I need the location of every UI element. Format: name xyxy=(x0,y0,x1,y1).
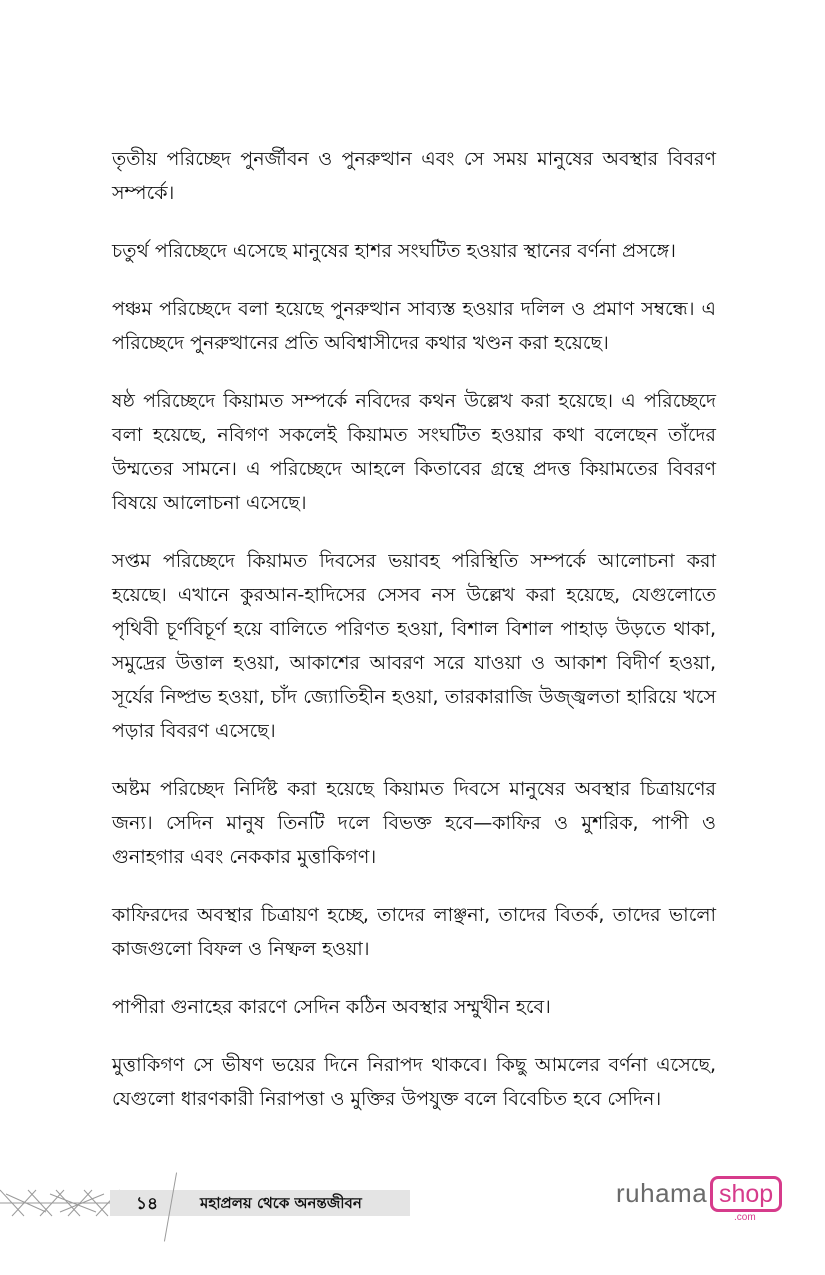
paragraph-chapter-6: ষষ্ঠ পরিচ্ছেদে কিয়ামত সম্পর্কে নবিদের কথন উল্লেখ করা হয়েছে। এ পরিচ্ছেদে বলা হয়েছে, নবিগণ সকলেই কিয়ামত সংঘটিত হওয়ার কথা বলেছেন তাঁদের উম্মতের সামনে। এ পরিচ্ছেদে আহলে কিতাবের গ্রন্থে প্রদত্ত কিয়ামতের বিবরণ বিষয়ে আলোচনা এসেছে। xyxy=(112,390,716,514)
paragraph-chapter-3: তৃতীয় পরিচ্ছেদ পুনর্জীবন ও পুনরুত্থান এবং সে সময় মানুষের অবস্থার বিবরণ সম্পর্কে। xyxy=(112,148,716,204)
paragraph-disbelievers: কাফিরদের অবস্থার চিত্রায়ণ হচ্ছে, তাদের লাঞ্ছনা, তাদের বিতর্ক, তাদের ভালো কাজগুলো বিফল ও নিষ্ফল হওয়া। xyxy=(112,904,716,960)
paragraph-chapter-4: চতুর্থ পরিচ্ছেদে এসেছে মানুষের হাশর সংঘটিত হওয়ার স্থানের বর্ণনা প্রসঙ্গে। xyxy=(112,240,676,262)
paragraph-sinners: পাপীরা গুনাহের কারণে সেদিন কঠিন অবস্থার সম্মুখীন হবে। xyxy=(112,996,551,1018)
paragraph-righteous: মুত্তাকিগণ সে ভীষণ ভয়ের দিনে নিরাপদ থাকবে। কিছু আমলের বর্ণনা এসেছে, যেগুলো ধারণকারী নিরাপত্তা ও মুক্তির উপযুক্ত বলে বিবেচিত হবে সেদিন। xyxy=(112,1054,716,1110)
page-footer xyxy=(0,1186,410,1220)
paragraph-chapter-8: অষ্টম পরিচ্ছেদ নির্দিষ্ট করা হয়েছে কিয়ামত দিবসে মানুষের অবস্থার চিত্রায়ণের জন্য। সেদিন মানুষ তিনটি দলে বিভক্ত হবে—কাফির ও মুশরিক, পাপী ও গুনাহগার এবং নেককার মুত্তাকিগণ। xyxy=(112,778,716,868)
paragraph-chapter-7: সপ্তম পরিচ্ছেদে কিয়ামত দিবসের ভয়াবহ পরিস্থিতি সম্পর্কে আলোচনা করা হয়েছে। এখানে কুরআন-হাদিসের সেসব নস উল্লেখ করা হয়েছে, যেগুলোতে পৃথিবী চূর্ণবিচূর্ণ হয়ে বালিতে পরিণত হওয়া, বিশাল বিশাল পাহাড় উড়তে থাকা, সমুদ্রের উত্তাল হওয়া, আকাশের আবরণ সরে যাওয়া ও আকাশ বিদীর্ণ হওয়া, সূর্যের নিষ্প্রভ হওয়া, চাঁদ জ্যোতিহীন হওয়া, তারকারাজি উজ্জ্বলতা হারিয়ে খসে পড়ার বিবরণ এসেছে। xyxy=(112,550,716,742)
book-title: মহাপ্রলয় থেকে অনন্তজীবন xyxy=(200,1194,362,1212)
logo-text-shop: shop xyxy=(710,1176,782,1212)
logo-text-ruhama: ruhama xyxy=(616,1178,708,1208)
page-number: ১৪ xyxy=(136,1194,159,1214)
page-body xyxy=(112,142,716,1140)
logo-text-domain: .com xyxy=(734,1212,756,1223)
paragraph-chapter-5: পঞ্চম পরিচ্ছেদে বলা হয়েছে পুনরুত্থান সাব্যস্ত হওয়ার দলিল ও প্রমাণ সম্বন্ধে। এ পরিচ্ছেদে পুনরুত্থানের প্রতি অবিশ্বাসীদের কথার খণ্ডন করা হয়েছে। xyxy=(112,298,716,354)
